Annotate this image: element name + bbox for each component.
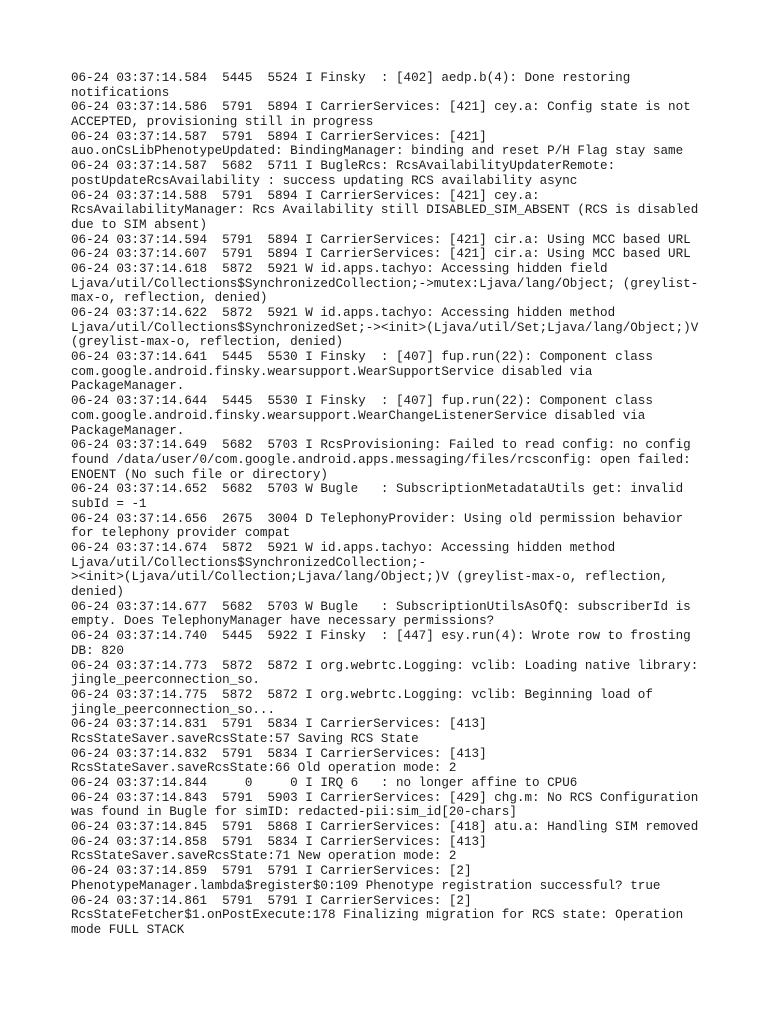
log-text-area bbox=[71, 71, 711, 938]
log-line: Ljava/util/Collections$SynchronizedCollection;->mutex:Ljava/lang/Object; (greylist- bbox=[71, 276, 699, 291]
log-line: 06-24 03:37:14.586 5791 5894 I CarrierServices: [421] cey.a: Config state is not bbox=[71, 100, 691, 115]
log-line: postUpdateRcsAvailability : success updating RCS availability async bbox=[71, 173, 578, 188]
log-line: mode FULL STACK bbox=[71, 922, 185, 937]
log-line: 06-24 03:37:14.618 5872 5921 W id.apps.tachyo: Accessing hidden field bbox=[71, 261, 608, 276]
log-line: 06-24 03:37:14.831 5791 5834 I CarrierServices: [413] bbox=[71, 717, 487, 732]
log-line: ENOENT (No such file or directory) bbox=[71, 467, 328, 482]
log-line: was found in Bugle for simID: redacted-pii:sim_id[20-chars] bbox=[71, 805, 517, 820]
log-line: RcsAvailabilityManager: Rcs Availability still DISABLED_SIM_ABSENT (RCS is disabled bbox=[71, 203, 699, 218]
log-line: jingle_peerconnection_so. bbox=[71, 673, 260, 688]
log-line: 06-24 03:37:14.594 5791 5894 I CarrierServices: [421] cir.a: Using MCC based URL bbox=[71, 232, 691, 247]
log-line: 06-24 03:37:14.641 5445 5530 I Finsky : [407] fup.run(22): Component class bbox=[71, 350, 653, 365]
log-line: RcsStateFetcher$1.onPostExecute:178 Finalizing migration for RCS state: Operation bbox=[71, 908, 684, 923]
log-line: PackageManager. bbox=[71, 379, 185, 394]
log-line: 06-24 03:37:14.844 0 0 I IRQ 6 : no longer affine to CPU6 bbox=[71, 776, 578, 790]
log-line: Ljava/util/Collections$SynchronizedSet;-><init>(Ljava/util/Set;Ljava/lang/Object;)V bbox=[71, 320, 699, 335]
log-line: 06-24 03:37:14.607 5791 5894 I CarrierServices: [421] cir.a: Using MCC based URL bbox=[71, 247, 691, 262]
log-line: denied) bbox=[71, 585, 124, 600]
log-line: com.google.android.finsky.wearsupport.WearSupportService disabled via bbox=[71, 364, 593, 379]
log-line: 06-24 03:37:14.858 5791 5834 I CarrierServices: [413] bbox=[71, 834, 487, 849]
log-line: 06-24 03:37:14.584 5445 5524 I Finsky : [402] aedp.b(4): Done restoring bbox=[71, 71, 631, 85]
log-line: auo.onCsLibPhenotypeUpdated: BindingManager: binding and reset P/H Flag stay same bbox=[71, 144, 684, 159]
log-line: found /data/user/0/com.google.android.apps.messaging/files/rcsconfig: open failed: bbox=[71, 452, 691, 467]
log-line: 06-24 03:37:14.773 5872 5872 I org.webrtc.Logging: vclib: Loading native library: bbox=[71, 658, 699, 673]
log-line: 06-24 03:37:14.677 5682 5703 W Bugle : SubscriptionUtilsAsOfQ: subscriberId is bbox=[71, 599, 691, 614]
log-line: 06-24 03:37:14.588 5791 5894 I CarrierServices: [421] cey.a: bbox=[71, 188, 540, 203]
log-line: RcsStateSaver.saveRcsState:66 Old operation mode: 2 bbox=[71, 761, 457, 776]
log-line: max-o, reflection, denied) bbox=[71, 291, 268, 306]
log-line: 06-24 03:37:14.587 5791 5894 I CarrierServices: [421] bbox=[71, 129, 487, 144]
log-line: due to SIM absent) bbox=[71, 217, 208, 232]
log-line: 06-24 03:37:14.652 5682 5703 W Bugle : SubscriptionMetadataUtils get: invalid bbox=[71, 482, 684, 497]
log-line: 06-24 03:37:14.587 5682 5711 I BugleRcs: RcsAvailabilityUpdaterRemote: bbox=[71, 159, 616, 174]
log-line: 06-24 03:37:14.843 5791 5903 I CarrierServices: [429] chg.m: No RCS Configuration bbox=[71, 790, 699, 805]
log-line: 06-24 03:37:14.859 5791 5791 I CarrierServices: [2] bbox=[71, 864, 472, 879]
log-line: 06-24 03:37:14.861 5791 5791 I CarrierServices: [2] bbox=[71, 893, 472, 908]
log-line: RcsStateSaver.saveRcsState:57 Saving RCS State bbox=[71, 731, 419, 746]
log-line: empty. Does TelephonyManager have necessary permissions? bbox=[71, 614, 495, 629]
log-line: 06-24 03:37:14.644 5445 5530 I Finsky : [407] fup.run(22): Component class bbox=[71, 394, 653, 409]
log-line: 06-24 03:37:14.775 5872 5872 I org.webrtc.Logging: vclib: Beginning load of bbox=[71, 687, 653, 702]
log-line: (greylist-max-o, reflection, denied) bbox=[71, 335, 344, 350]
log-line: PhenotypeManager.lambda$register$0:109 Phenotype registration successful? true bbox=[71, 878, 661, 893]
log-line: 06-24 03:37:14.845 5791 5868 I CarrierServices: [418] atu.a: Handling SIM removed bbox=[71, 820, 699, 835]
log-line: notifications bbox=[71, 85, 170, 100]
log-line: 06-24 03:37:14.740 5445 5922 I Finsky : [447] esy.run(4): Wrote row to frosting bbox=[71, 629, 691, 644]
log-line: RcsStateSaver.saveRcsState:71 New operation mode: 2 bbox=[71, 849, 457, 864]
log-line: for telephony provider compat bbox=[71, 526, 291, 541]
log-line: ACCEPTED, provisioning still in progress bbox=[71, 115, 374, 130]
log-line: Ljava/util/Collections$SynchronizedCollection;- bbox=[71, 555, 427, 570]
log-line: 06-24 03:37:14.649 5682 5703 I RcsProvisioning: Failed to read config: no config bbox=[71, 438, 691, 453]
log-line: ><init>(Ljava/util/Collection;Ljava/lang/Object;)V (greylist-max-o, reflection, bbox=[71, 570, 669, 585]
log-line: subId = -1 bbox=[71, 496, 147, 511]
log-line: 06-24 03:37:14.622 5872 5921 W id.apps.tachyo: Accessing hidden method bbox=[71, 306, 616, 320]
log-line: 06-24 03:37:14.656 2675 3004 D TelephonyProvider: Using old permission behavior bbox=[71, 511, 684, 526]
log-line: 06-24 03:37:14.674 5872 5921 W id.apps.tachyo: Accessing hidden method bbox=[71, 541, 616, 555]
log-line: DB: 820 bbox=[71, 643, 124, 658]
log-line: com.google.android.finsky.wearsupport.WearChangeListenerService disabled via bbox=[71, 408, 646, 423]
log-line: jingle_peerconnection_so... bbox=[71, 702, 276, 717]
log-line: 06-24 03:37:14.832 5791 5834 I CarrierServices: [413] bbox=[71, 746, 487, 761]
log-line: PackageManager. bbox=[71, 423, 185, 438]
